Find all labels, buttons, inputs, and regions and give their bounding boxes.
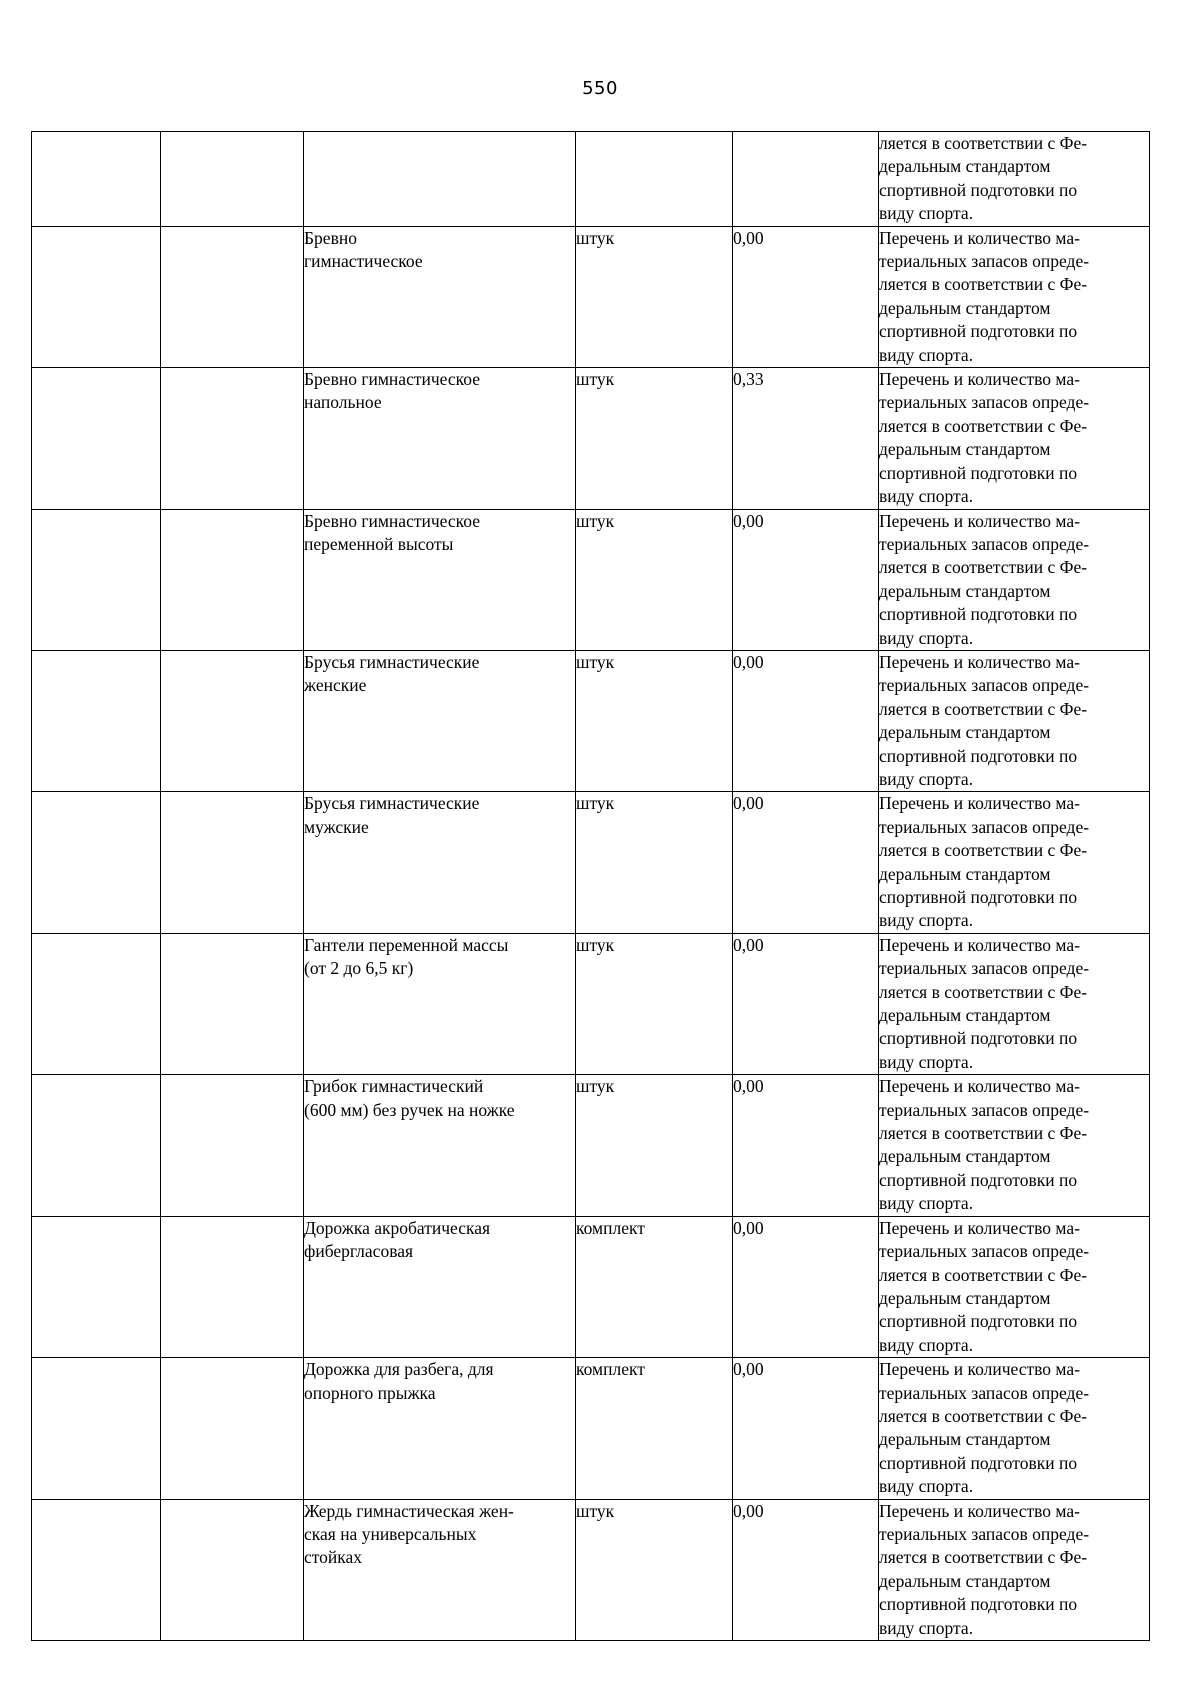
note-line: Перечень и количество ма-	[879, 793, 1080, 814]
note-line: виду спорта.	[879, 486, 974, 507]
section-cell	[32, 933, 161, 1074]
quantity-cell	[733, 1216, 879, 1357]
quantity-value: 0,00	[733, 793, 764, 814]
note-line: виду спорта.	[879, 344, 974, 365]
table-row	[32, 650, 1150, 791]
unit-cell	[576, 368, 733, 509]
note-line: териальных запасов опреде-	[879, 533, 1090, 554]
note-line: ляется в соответствии с Фе-	[879, 415, 1088, 436]
section-cell	[32, 1216, 161, 1357]
subsection-cell	[161, 1075, 304, 1216]
item-name-line: напольное	[304, 392, 382, 413]
note-line: деральным стандартом	[879, 580, 1051, 601]
note-line: ляется в соответствии с Фе-	[879, 274, 1088, 295]
note-line: ляется в соответствии с Фе-	[879, 1123, 1088, 1144]
note-line: Перечень и количество ма-	[879, 227, 1080, 248]
table-row	[32, 1216, 1150, 1357]
unit-value: комплект	[576, 1217, 645, 1238]
subsection-cell	[161, 509, 304, 650]
note-line: ляется в соответствии с Фе-	[879, 981, 1088, 1002]
note-line: ляется в соответствии с Фе-	[879, 1547, 1088, 1568]
note-line: деральным стандартом	[879, 1005, 1051, 1026]
unit-value: штук	[576, 510, 615, 531]
note-line: спортивной подготовки по	[879, 462, 1078, 483]
item-name-line: фибергласовая	[304, 1241, 414, 1262]
note-line: ляется в соответствии с Фе-	[879, 1264, 1088, 1285]
note-cell	[879, 933, 1150, 1074]
note-line: спортивной подготовки по	[879, 1028, 1078, 1049]
note-line: спортивной подготовки по	[879, 604, 1078, 625]
note-cell	[879, 1358, 1150, 1499]
table-body	[32, 132, 1150, 1641]
note-line: Перечень и количество ма-	[879, 369, 1080, 390]
quantity-cell	[733, 509, 879, 650]
note-line: Перечень и количество ма-	[879, 1359, 1080, 1380]
note-line: виду спорта.	[879, 1193, 974, 1214]
note-line: ляется в соответствии с Фе-	[879, 557, 1088, 578]
note-line: деральным стандартом	[879, 1429, 1051, 1450]
item-name-cell	[304, 509, 576, 650]
quantity-cell	[733, 1075, 879, 1216]
note-line: спортивной подготовки по	[879, 179, 1078, 200]
item-name-line: Гантели переменной массы	[304, 934, 509, 955]
quantity-cell	[733, 650, 879, 791]
quantity-value: 0,00	[733, 1500, 764, 1521]
quantity-cell	[733, 1358, 879, 1499]
note-line: териальных запасов опреде-	[879, 251, 1090, 272]
quantity-value: 0,00	[733, 934, 764, 955]
section-cell	[32, 650, 161, 791]
section-cell	[32, 509, 161, 650]
quantity-value: 0,00	[733, 510, 764, 531]
section-cell	[32, 132, 161, 227]
note-cell	[879, 226, 1150, 367]
table-row	[32, 368, 1150, 509]
note-line: деральным стандартом	[879, 1287, 1051, 1308]
unit-cell	[576, 132, 733, 227]
item-name-cell	[304, 1499, 576, 1640]
note-cell	[879, 1075, 1150, 1216]
page-number: 550	[582, 78, 618, 99]
note-cell	[879, 509, 1150, 650]
note-line: Перечень и количество ма-	[879, 1076, 1080, 1097]
unit-cell	[576, 1358, 733, 1499]
note-line: спортивной подготовки по	[879, 1169, 1078, 1190]
unit-cell	[576, 1075, 733, 1216]
note-cell	[879, 368, 1150, 509]
note-line: спортивной подготовки по	[879, 745, 1078, 766]
note-line: спортивной подготовки по	[879, 1311, 1078, 1332]
subsection-cell	[161, 933, 304, 1074]
subsection-cell	[161, 132, 304, 227]
table-row	[32, 792, 1150, 933]
quantity-cell	[733, 933, 879, 1074]
quantity-value: 0,33	[733, 369, 764, 390]
item-name-line: (от 2 до 6,5 кг)	[304, 958, 414, 979]
item-name-line: Бревно	[304, 227, 357, 248]
note-line: виду спорта.	[879, 1476, 974, 1497]
note-line: териальных запасов опреде-	[879, 1099, 1090, 1120]
item-name-line: (600 мм) без ручек на ножке	[304, 1099, 515, 1120]
table-row	[32, 933, 1150, 1074]
note-line: териальных запасов опреде-	[879, 1382, 1090, 1403]
note-line: деральным стандартом	[879, 156, 1051, 177]
note-line: ляется в соответствии с Фе-	[879, 133, 1088, 153]
item-name-line: Брусья гимнастические	[304, 651, 480, 672]
note-cell	[879, 132, 1150, 227]
table-row-continued	[32, 132, 1150, 227]
subsection-cell	[161, 1216, 304, 1357]
quantity-cell	[733, 1499, 879, 1640]
quantity-cell	[733, 368, 879, 509]
subsection-cell	[161, 1499, 304, 1640]
unit-value: штук	[576, 369, 615, 390]
note-line: виду спорта.	[879, 203, 974, 224]
item-name-cell	[304, 933, 576, 1074]
note-line: деральным стандартом	[879, 1570, 1051, 1591]
unit-value: штук	[576, 934, 615, 955]
item-name-line: Бревно гимнастическое	[304, 510, 480, 531]
note-line: ляется в соответствии с Фе-	[879, 698, 1088, 719]
note-line: виду спорта.	[879, 1051, 974, 1072]
quantity-cell	[733, 792, 879, 933]
table-row	[32, 509, 1150, 650]
note-line: териальных запасов опреде-	[879, 1523, 1090, 1544]
note-line: спортивной подготовки по	[879, 1452, 1078, 1473]
item-name-line: ская на универсальных	[304, 1523, 477, 1544]
item-name-cell	[304, 650, 576, 791]
unit-value: штук	[576, 1076, 615, 1097]
quantity-value: 0,00	[733, 227, 764, 248]
item-name-line: Жердь гимнастическая жен-	[304, 1500, 514, 1521]
quantity-cell	[733, 132, 879, 227]
section-cell	[32, 226, 161, 367]
unit-value: штук	[576, 793, 615, 814]
item-name-cell	[304, 792, 576, 933]
note-line: ляется в соответствии с Фе-	[879, 1405, 1088, 1426]
quantity-value: 0,00	[733, 1076, 764, 1097]
subsection-cell	[161, 1358, 304, 1499]
unit-cell	[576, 650, 733, 791]
note-cell	[879, 792, 1150, 933]
note-line: Перечень и количество ма-	[879, 651, 1080, 672]
section-cell	[32, 1499, 161, 1640]
note-line: спортивной подготовки по	[879, 1594, 1078, 1615]
equipment-table	[31, 131, 1150, 1641]
note-line: териальных запасов опреде-	[879, 392, 1090, 413]
item-name-cell	[304, 1075, 576, 1216]
note-line: Перечень и количество ма-	[879, 510, 1080, 531]
item-name-line: переменной высоты	[304, 533, 454, 554]
quantity-cell	[733, 226, 879, 367]
item-name-line: Дорожка акробатическая	[304, 1217, 491, 1238]
quantity-value: 0,00	[733, 1217, 764, 1238]
unit-cell	[576, 933, 733, 1074]
note-cell	[879, 1499, 1150, 1640]
table-row	[32, 1075, 1150, 1216]
note-line: спортивной подготовки по	[879, 887, 1078, 907]
unit-cell	[576, 1216, 733, 1357]
item-name-cell	[304, 368, 576, 509]
note-line: виду спорта.	[879, 1617, 974, 1638]
note-line: Перечень и количество ма-	[879, 1217, 1080, 1238]
item-name-line: Грибок гимнастический	[304, 1076, 484, 1097]
unit-value: штук	[576, 227, 615, 248]
note-line: Перечень и количество ма-	[879, 1500, 1080, 1521]
note-cell	[879, 650, 1150, 791]
subsection-cell	[161, 792, 304, 933]
unit-value: комплект	[576, 1359, 645, 1380]
note-line: виду спорта.	[879, 627, 974, 648]
table-row	[32, 226, 1150, 367]
note-line: деральным стандартом	[879, 722, 1051, 743]
note-line: деральным стандартом	[879, 863, 1051, 884]
unit-cell	[576, 509, 733, 650]
note-line: виду спорта.	[879, 910, 974, 931]
subsection-cell	[161, 226, 304, 367]
note-line: виду спорта.	[879, 768, 974, 789]
note-line: териальных запасов опреде-	[879, 816, 1090, 837]
note-line: деральным стандартом	[879, 439, 1051, 460]
table-row	[32, 1358, 1150, 1499]
note-cell	[879, 1216, 1150, 1357]
quantity-value: 0,00	[733, 1359, 764, 1380]
note-line: териальных запасов опреде-	[879, 675, 1090, 696]
note-line: Перечень и количество ма-	[879, 934, 1080, 955]
item-name-cell	[304, 226, 576, 367]
item-name-cell	[304, 1358, 576, 1499]
item-name-line: мужские	[304, 816, 369, 837]
subsection-cell	[161, 650, 304, 791]
section-cell	[32, 368, 161, 509]
item-name-line: стойках	[304, 1547, 363, 1568]
note-line: ляется в соответствии с Фе-	[879, 840, 1088, 861]
note-line: териальных запасов опреде-	[879, 958, 1090, 979]
section-cell	[32, 792, 161, 933]
item-name-line: Брусья гимнастические	[304, 793, 480, 814]
item-name-cell	[304, 132, 576, 227]
item-name-line: опорного прыжка	[304, 1382, 436, 1403]
unit-cell	[576, 1499, 733, 1640]
unit-value: штук	[576, 651, 615, 672]
unit-cell	[576, 226, 733, 367]
item-name-line: женские	[304, 675, 367, 696]
item-name-line: Дорожка для разбега, для	[304, 1359, 494, 1380]
note-line: деральным стандартом	[879, 1146, 1051, 1167]
unit-value: штук	[576, 1500, 615, 1521]
note-line: спортивной подготовки по	[879, 321, 1078, 342]
quantity-value: 0,00	[733, 651, 764, 672]
note-line: деральным стандартом	[879, 297, 1051, 318]
note-line: териальных запасов опреде-	[879, 1241, 1090, 1262]
item-name-line: Бревно гимнастическое	[304, 369, 480, 390]
table-row	[32, 1499, 1150, 1640]
subsection-cell	[161, 368, 304, 509]
section-cell	[32, 1075, 161, 1216]
section-cell	[32, 1358, 161, 1499]
unit-cell	[576, 792, 733, 933]
note-line: виду спорта.	[879, 1334, 974, 1355]
item-name-cell	[304, 1216, 576, 1357]
item-name-line: гимнастическое	[304, 251, 423, 272]
